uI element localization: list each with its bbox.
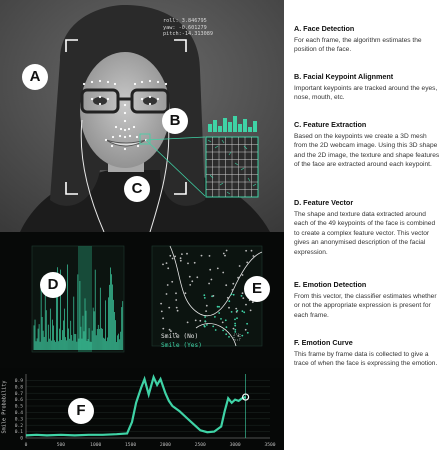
scatter-point-no: [224, 255, 226, 257]
scatter-point-yes: [225, 333, 227, 335]
scatter-point-yes: [220, 318, 222, 320]
scatter-point-no: [167, 267, 169, 269]
roll-value: roll: 3.846795: [163, 18, 207, 24]
scatter-point-no: [171, 281, 173, 283]
scatter-point-yes: [236, 310, 238, 312]
y-tick-labels: [15, 378, 24, 442]
scatter-point-no: [222, 322, 224, 324]
feature-panel: [0, 232, 284, 368]
scatter-point-no: [223, 253, 225, 255]
scatter-point-no: [208, 283, 210, 285]
scatter-point-no: [237, 277, 239, 279]
scatter-point-yes: [204, 297, 206, 299]
feature-vector-chart: [32, 246, 124, 352]
emotion-curve-chart: [0, 368, 284, 450]
scatter-point-yes: [243, 311, 245, 313]
scatter-point-yes: [204, 316, 206, 318]
face: [80, 52, 170, 168]
section-title: B. Facial Keypoint Alignment: [294, 72, 394, 81]
section-title: D. Feature Vector: [294, 198, 354, 207]
y-tick-label: 0: [20, 436, 23, 442]
scatter-point-no: [245, 329, 247, 331]
section-body: This frame by frame data is collected to give a trace of when the face is expressing the emotion.: [294, 351, 438, 368]
pitch-value: pitch:-14.313089: [163, 31, 213, 38]
scatter-point-yes: [226, 326, 228, 328]
scatter-point-no: [222, 272, 224, 274]
scatter-point-yes: [246, 323, 248, 325]
y-tick-label: 0.4: [14, 411, 23, 416]
scatter-point-no: [211, 279, 213, 281]
section-body: From this vector, the classifier estimates whether or not the appropriate expression is present for each frame.: [294, 293, 437, 319]
scatter-point-no: [172, 258, 174, 260]
description-column: [284, 0, 446, 450]
scatter-point-no: [180, 260, 182, 262]
scatter-point-no: [201, 255, 203, 257]
section-keypoint-alignment: [294, 72, 440, 103]
yaw-value: yaw: -0.601279: [163, 24, 207, 31]
scatter-point-no: [235, 308, 237, 310]
scatter-point-no: [180, 257, 182, 259]
x-tick-label: 3500: [264, 443, 276, 448]
section-title: E. Emotion Detection: [294, 280, 367, 289]
scatter-point-no: [206, 305, 208, 307]
scatter-point-yes: [234, 331, 236, 333]
scatter-point-yes: [206, 324, 208, 326]
scatter-point-no: [242, 297, 244, 299]
scatter-point-no: [232, 283, 234, 285]
scatter-point-no: [251, 250, 253, 252]
scatter-point-no: [242, 274, 244, 276]
scatter-point-no: [177, 310, 179, 312]
scatter-point-yes: [203, 294, 205, 296]
badge-f: F: [68, 398, 94, 424]
scatter-point-no: [245, 250, 247, 252]
section-emotion-curve: [294, 338, 440, 369]
scatter-point-no: [194, 262, 196, 264]
scatter-point-yes: [233, 294, 235, 296]
y-tick-label: 0.1: [14, 430, 23, 436]
scatter-point-no: [228, 307, 230, 309]
scatter-point-no: [162, 264, 164, 266]
scatter-point-no: [233, 328, 235, 330]
scatter-point-no: [186, 253, 188, 255]
scatter-point-no: [196, 276, 198, 278]
scatter-point-yes: [203, 325, 205, 327]
section-feature-extraction: [294, 120, 440, 170]
x-tick-label: 500: [56, 443, 66, 448]
scatter-point-no: [187, 322, 189, 324]
section-body: The shape and texture data extracted around each of the 49 keypoints of the face is combined to create a complex feature vector. This vector gives an anonymised description of the facial expression.: [294, 211, 436, 256]
scatter-point-no: [199, 320, 201, 322]
head-pose-readout: [163, 18, 213, 38]
legend-smile-no: Smile (No): [161, 333, 199, 340]
scatter-point-yes: [204, 320, 206, 322]
scatter-point-no: [205, 310, 207, 312]
scatter-point-yes: [241, 335, 243, 337]
scatter-point-no: [237, 335, 239, 337]
scatter-point-no: [245, 304, 247, 306]
section-title: F. Emotion Curve: [294, 338, 353, 347]
badge-a: A: [22, 64, 48, 90]
scatter-point-no: [253, 255, 255, 257]
scatter-point-no: [239, 265, 241, 267]
scatter-point-no: [181, 253, 183, 255]
x-tick-label: 3000: [229, 443, 241, 448]
y-tick-label: 0.5: [14, 404, 23, 410]
section-emotion-detection: [294, 280, 440, 320]
feature-grid-patch: [206, 137, 258, 197]
scatter-point-no: [166, 262, 168, 264]
scatter-point-yes: [234, 329, 236, 331]
y-tick-label: 0.9: [14, 379, 23, 384]
scatter-point-no: [209, 255, 211, 257]
scatter-point-no: [175, 292, 177, 294]
section-feature-vector: [294, 198, 440, 257]
scatter-point-yes: [236, 317, 238, 319]
smile-probability-line: [26, 377, 246, 435]
scatter-point-no: [213, 295, 215, 297]
scatter-point-yes: [241, 295, 243, 297]
scatter-point-yes: [234, 319, 236, 321]
scatter-point-no: [250, 310, 252, 312]
x-tick-label: 0: [24, 443, 28, 448]
scatter-point-yes: [234, 325, 236, 327]
scatter-point-yes: [222, 330, 224, 332]
x-tick-label: 2000: [159, 443, 171, 448]
scatter-point-no: [169, 255, 171, 257]
section-body: Based on the keypoints we create a 3D mesh from the 2D webcam image. Using this 3D shape and the 2D image, the texture and shape features of the face are extracted around each keypoint.: [294, 133, 440, 169]
y-tick-label: 0.3: [14, 417, 23, 423]
scatter-point-no: [174, 256, 176, 258]
scatter-point-yes: [231, 294, 233, 296]
y-tick-label: 0.6: [14, 398, 23, 404]
scatter-point-no: [242, 292, 244, 294]
scatter-point-no: [160, 303, 162, 305]
scatter-point-yes: [212, 326, 214, 328]
scatter-point-no: [209, 269, 211, 271]
x-tick-label: 2500: [194, 443, 206, 448]
scatter-point-no: [161, 311, 163, 313]
scatter-point-yes: [242, 310, 244, 312]
y-tick-label: 0.8: [14, 385, 23, 391]
scatter-point-yes: [231, 311, 233, 313]
scatter-point-yes: [247, 332, 249, 334]
scatter-point-no: [225, 284, 227, 286]
x-tick-label: 1500: [125, 443, 137, 448]
scatter-point-yes: [215, 329, 217, 331]
scatter-point-no: [167, 284, 169, 286]
scatter-point-yes: [218, 312, 220, 314]
scatter-point-no: [176, 307, 178, 309]
badge-c: C: [124, 176, 150, 202]
scatter-point-no: [187, 263, 189, 265]
scatter-point-yes: [228, 300, 230, 302]
scatter-point-no: [185, 292, 187, 294]
scatter-point-yes: [228, 336, 230, 338]
scatter-point-no: [175, 299, 177, 301]
scatter-point-yes: [214, 316, 216, 318]
scatter-point-no: [226, 250, 228, 252]
scatter-point-no: [166, 293, 168, 295]
scatter-point-no: [162, 317, 164, 319]
section-body: For each frame, the algorithm estimates the position of the face.: [294, 37, 422, 54]
scatter-legend: [161, 332, 202, 350]
section-title: C. Feature Extraction: [294, 120, 367, 129]
scatter-point-yes: [234, 323, 236, 325]
section-face-detection: [294, 24, 440, 55]
scatter-point-no: [217, 268, 219, 270]
feature-illustration: [0, 232, 284, 368]
chart-gridlines: [26, 374, 270, 438]
scatter-point-yes: [217, 306, 219, 308]
scatter-point-no: [246, 262, 248, 264]
badge-b: B: [162, 108, 188, 134]
y-tick-label: 0.2: [14, 423, 23, 429]
scatter-point-no: [162, 328, 164, 330]
scatter-point-no: [227, 297, 229, 299]
x-tick-label: 1000: [90, 443, 102, 448]
scatter-point-no: [195, 320, 197, 322]
badge-d: D: [40, 272, 66, 298]
scatter-point-no: [232, 289, 234, 291]
y-tick-label: 0.7: [14, 391, 23, 397]
scatter-point-no: [168, 307, 170, 309]
scatter-point-no: [191, 280, 193, 282]
scatter-point-yes: [225, 319, 227, 321]
scatter-point-no: [169, 329, 171, 331]
y-axis-label: Smile Probability: [1, 380, 8, 434]
section-body: Important keypoints are tracked around the eyes, nose, mouth, etc.: [294, 85, 438, 102]
scatter-point-no: [189, 284, 191, 286]
badge-e: E: [244, 276, 270, 302]
emotion-curve-panel: [0, 368, 284, 450]
section-title: A. Face Detection: [294, 24, 355, 33]
legend-smile-yes: Smile (Yes): [161, 342, 202, 349]
x-tick-labels: [25, 442, 276, 448]
scatter-point-no: [189, 276, 191, 278]
